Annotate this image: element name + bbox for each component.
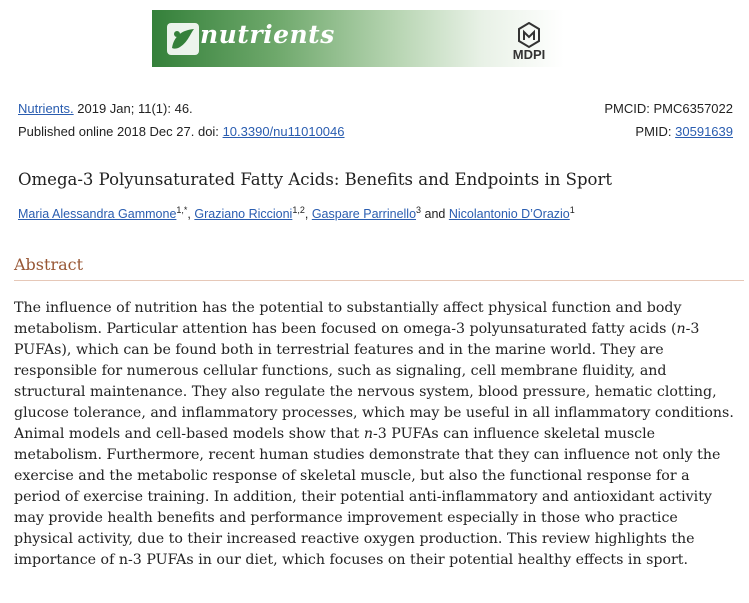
author-separator: and	[421, 207, 449, 222]
journal-link[interactable]: Nutrients.	[18, 101, 74, 116]
author-affiliation: 1,*	[176, 205, 188, 215]
pmid-label: PMID:	[635, 124, 672, 139]
article-title: Omega-3 Polyunsaturated Fatty Acids: Benefits and Endpoints in Sport	[18, 170, 612, 189]
pmid-line	[635, 124, 733, 139]
journal-name: nutrients	[200, 20, 335, 49]
author-separator: ,	[304, 207, 312, 222]
pmid-link[interactable]: 30591639	[675, 124, 733, 139]
abstract-italic-n: n	[363, 426, 373, 442]
section-divider	[14, 280, 744, 281]
citation-line	[18, 101, 193, 116]
author-affiliation: 1	[569, 205, 575, 215]
abstract-body	[14, 298, 738, 571]
abstract-text-2: -3 PUFAs), which can be found both in terrestrial features and in the marine world. They are responsible for numerous cellular functions, such as signaling, cell membrane fluidity, and structural maintenance. They also regulate the nervous system, blood pressure, hematic clotting, glucose tolerance, and inflammatory processes, which may be useful in all inflammatory conditions. Animal models and cell-based models show that	[14, 321, 734, 442]
abstract-italic-n: n	[676, 321, 686, 337]
pmcid: PMCID: PMC6357022	[604, 101, 733, 116]
journal-logo-icon	[166, 22, 200, 56]
author-separator: ,	[187, 207, 195, 222]
author-link[interactable]: Maria Alessandra Gammone	[18, 207, 177, 222]
abstract-text-3: -3 PUFAs can influence skeletal muscle metabolism. Furthermore, recent human studies demonstrate that they can influence not only the exercise and the metabolic response of skeletal muscle, but also the functional response for a period of exercise training. In addition, their potential anti-inflammatory and antioxidant activity may provide health benefits and performance improvement especially in those who practice physical activity, due to their increased reactive oxygen production. This review highlights the importance of n-3 PUFAs in our diet, which focuses on their potential healthy effects in sport.	[14, 426, 721, 568]
published-line	[18, 124, 345, 139]
issue-text: 2019 Jan; 11(1): 46.	[77, 101, 193, 116]
abstract-text-1: The influence of nutrition has the potential to substantially affect physical function and body metabolism. Particular attention has been focused on omega-3 polyunsaturated fatty acids (	[14, 300, 682, 337]
journal-banner[interactable]	[152, 10, 564, 67]
published-text: Published online 2018 Dec 27. doi:	[18, 124, 219, 139]
author-list	[18, 205, 575, 221]
svg-text:MDPI: MDPI	[512, 47, 546, 62]
author-affiliation: 1,2	[292, 205, 305, 215]
abstract-heading: Abstract	[14, 255, 84, 274]
author-link[interactable]: Gaspare Parrinello	[311, 207, 417, 222]
author-affiliation: 3	[416, 205, 422, 215]
author-link[interactable]: Nicolantonio D’Orazio	[448, 207, 570, 222]
mdpi-logo	[498, 22, 560, 62]
author-link[interactable]: Graziano Riccioni	[194, 207, 293, 222]
doi-link[interactable]: 10.3390/nu11010046	[222, 124, 345, 139]
